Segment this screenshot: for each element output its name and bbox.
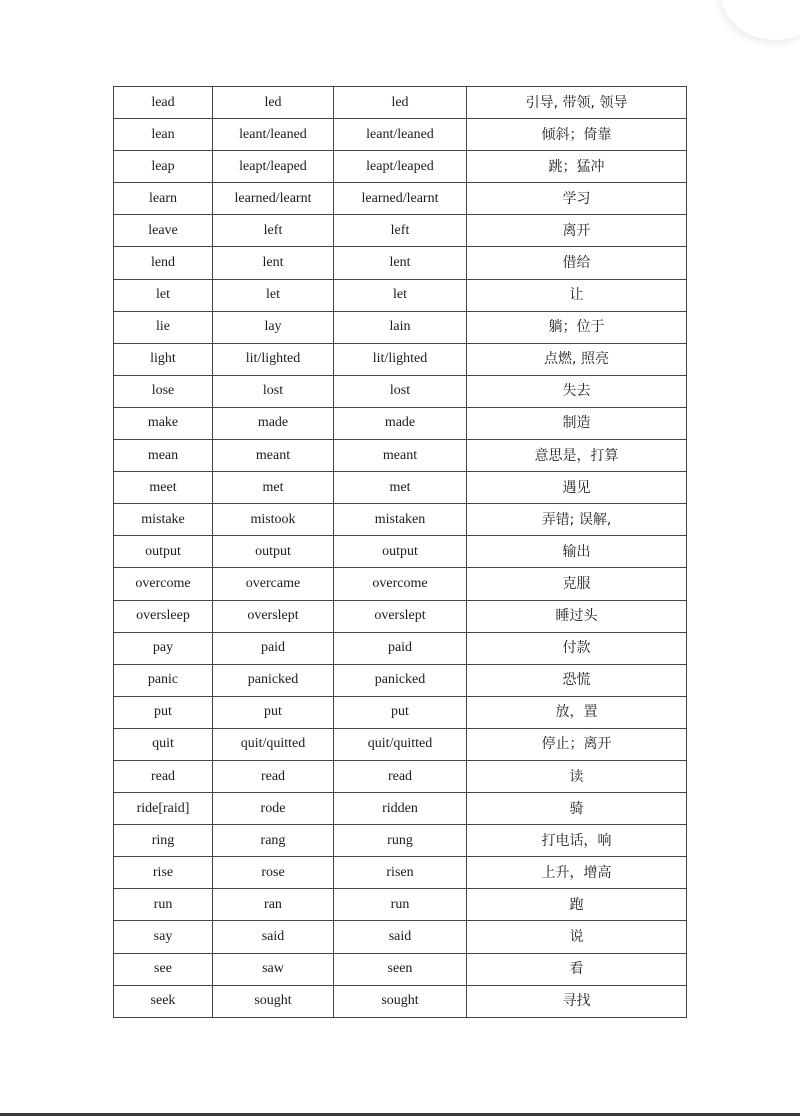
past-participle-cell: let	[334, 279, 467, 311]
meaning-cell: 让	[467, 279, 687, 311]
past-tense-cell: overslept	[213, 600, 334, 632]
past-tense-cell: sought	[213, 985, 334, 1017]
past-tense-cell: put	[213, 696, 334, 728]
past-tense-cell: lit/lighted	[213, 343, 334, 375]
past-tense-cell: lent	[213, 247, 334, 279]
past-participle-cell: paid	[334, 632, 467, 664]
past-tense-cell: said	[213, 921, 334, 953]
table-row	[114, 375, 687, 407]
past-participle-cell: seen	[334, 953, 467, 985]
meaning-cell: 恐慌	[467, 664, 687, 696]
table-row	[114, 889, 687, 921]
past-participle-cell: leant/leaned	[334, 119, 467, 151]
past-tense-cell: met	[213, 472, 334, 504]
table-row	[114, 600, 687, 632]
past-participle-cell: lain	[334, 311, 467, 343]
past-tense-cell: panicked	[213, 664, 334, 696]
table-row	[114, 343, 687, 375]
base-form-cell: mean	[114, 440, 213, 472]
past-tense-cell: ran	[213, 889, 334, 921]
table-row	[114, 857, 687, 889]
meaning-cell: 意思是，打算	[467, 440, 687, 472]
meaning-cell: 打电话，响	[467, 825, 687, 857]
table-row	[114, 793, 687, 825]
past-tense-cell: lay	[213, 311, 334, 343]
past-tense-cell: leant/leaned	[213, 119, 334, 151]
base-form-cell: say	[114, 921, 213, 953]
base-form-cell: let	[114, 279, 213, 311]
meaning-cell: 睡过头	[467, 600, 687, 632]
base-form-cell: quit	[114, 728, 213, 760]
base-form-cell: make	[114, 407, 213, 439]
past-tense-cell: output	[213, 536, 334, 568]
table-row	[114, 728, 687, 760]
base-form-cell: seek	[114, 985, 213, 1017]
past-tense-cell: learned/learnt	[213, 183, 334, 215]
meaning-cell: 输出	[467, 536, 687, 568]
past-participle-cell: risen	[334, 857, 467, 889]
past-participle-cell: output	[334, 536, 467, 568]
table-row	[114, 632, 687, 664]
meaning-cell: 躺；位于	[467, 311, 687, 343]
base-form-cell: learn	[114, 183, 213, 215]
table-row	[114, 215, 687, 247]
table-row	[114, 825, 687, 857]
base-form-cell: oversleep	[114, 600, 213, 632]
past-tense-cell: left	[213, 215, 334, 247]
table-row	[114, 985, 687, 1017]
table-row	[114, 247, 687, 279]
past-participle-cell: said	[334, 921, 467, 953]
base-form-cell: lose	[114, 375, 213, 407]
base-form-cell: see	[114, 953, 213, 985]
meaning-cell: 制造	[467, 407, 687, 439]
table-row	[114, 953, 687, 985]
base-form-cell: run	[114, 889, 213, 921]
base-form-cell: pay	[114, 632, 213, 664]
table-row	[114, 760, 687, 792]
past-tense-cell: rose	[213, 857, 334, 889]
base-form-cell: meet	[114, 472, 213, 504]
past-participle-cell: met	[334, 472, 467, 504]
past-participle-cell: lost	[334, 375, 467, 407]
table-row	[114, 664, 687, 696]
base-form-cell: ride[raid]	[114, 793, 213, 825]
past-participle-cell: panicked	[334, 664, 467, 696]
table-row	[114, 568, 687, 600]
table-row	[114, 696, 687, 728]
meaning-cell: 付款	[467, 632, 687, 664]
past-tense-cell: lost	[213, 375, 334, 407]
base-form-cell: rise	[114, 857, 213, 889]
meaning-cell: 弄错; 误解,	[467, 504, 687, 536]
meaning-cell: 说	[467, 921, 687, 953]
table-row	[114, 151, 687, 183]
meaning-cell: 放，置	[467, 696, 687, 728]
base-form-cell: panic	[114, 664, 213, 696]
table-row	[114, 183, 687, 215]
table-row	[114, 472, 687, 504]
meaning-cell: 离开	[467, 215, 687, 247]
meaning-cell: 引导, 带领, 领导	[467, 87, 687, 119]
base-form-cell: ring	[114, 825, 213, 857]
past-participle-cell: made	[334, 407, 467, 439]
past-participle-cell: put	[334, 696, 467, 728]
meaning-cell: 失去	[467, 375, 687, 407]
past-participle-cell: sought	[334, 985, 467, 1017]
meaning-cell: 跑	[467, 889, 687, 921]
meaning-cell: 骑	[467, 793, 687, 825]
base-form-cell: overcome	[114, 568, 213, 600]
past-participle-cell: left	[334, 215, 467, 247]
past-participle-cell: read	[334, 760, 467, 792]
base-form-cell: mistake	[114, 504, 213, 536]
past-tense-cell: saw	[213, 953, 334, 985]
base-form-cell: lend	[114, 247, 213, 279]
base-form-cell: put	[114, 696, 213, 728]
meaning-cell: 点燃, 照亮	[467, 343, 687, 375]
table-row	[114, 87, 687, 119]
base-form-cell: lead	[114, 87, 213, 119]
past-participle-cell: overcome	[334, 568, 467, 600]
past-participle-cell: overslept	[334, 600, 467, 632]
past-tense-cell: overcame	[213, 568, 334, 600]
past-tense-cell: led	[213, 87, 334, 119]
table-row	[114, 504, 687, 536]
verb-table-body	[114, 87, 687, 1018]
meaning-cell: 克服	[467, 568, 687, 600]
table-row	[114, 921, 687, 953]
past-participle-cell: learned/learnt	[334, 183, 467, 215]
table-row	[114, 407, 687, 439]
base-form-cell: lean	[114, 119, 213, 151]
past-participle-cell: leapt/leaped	[334, 151, 467, 183]
meaning-cell: 寻找	[467, 985, 687, 1017]
past-tense-cell: let	[213, 279, 334, 311]
page-corner-decoration	[720, 0, 800, 40]
past-tense-cell: made	[213, 407, 334, 439]
base-form-cell: output	[114, 536, 213, 568]
past-tense-cell: mistook	[213, 504, 334, 536]
meaning-cell: 上升，增高	[467, 857, 687, 889]
meaning-cell: 停止；离开	[467, 728, 687, 760]
past-participle-cell: lit/lighted	[334, 343, 467, 375]
meaning-cell: 倾斜；倚靠	[467, 119, 687, 151]
base-form-cell: light	[114, 343, 213, 375]
meaning-cell: 看	[467, 953, 687, 985]
past-participle-cell: rung	[334, 825, 467, 857]
meaning-cell: 遇见	[467, 472, 687, 504]
past-participle-cell: quit/quitted	[334, 728, 467, 760]
irregular-verbs-table	[113, 86, 687, 1018]
past-tense-cell: leapt/leaped	[213, 151, 334, 183]
past-participle-cell: mistaken	[334, 504, 467, 536]
past-participle-cell: lent	[334, 247, 467, 279]
past-participle-cell: led	[334, 87, 467, 119]
past-tense-cell: quit/quitted	[213, 728, 334, 760]
past-participle-cell: ridden	[334, 793, 467, 825]
base-form-cell: read	[114, 760, 213, 792]
meaning-cell: 借给	[467, 247, 687, 279]
past-tense-cell: meant	[213, 440, 334, 472]
table-row	[114, 119, 687, 151]
past-participle-cell: meant	[334, 440, 467, 472]
past-tense-cell: rang	[213, 825, 334, 857]
past-tense-cell: read	[213, 760, 334, 792]
table-row	[114, 311, 687, 343]
base-form-cell: leave	[114, 215, 213, 247]
base-form-cell: leap	[114, 151, 213, 183]
table-row	[114, 536, 687, 568]
past-tense-cell: rode	[213, 793, 334, 825]
table-row	[114, 279, 687, 311]
meaning-cell: 学习	[467, 183, 687, 215]
meaning-cell: 跳；猛冲	[467, 151, 687, 183]
base-form-cell: lie	[114, 311, 213, 343]
past-tense-cell: paid	[213, 632, 334, 664]
past-participle-cell: run	[334, 889, 467, 921]
table-row	[114, 440, 687, 472]
meaning-cell: 读	[467, 760, 687, 792]
